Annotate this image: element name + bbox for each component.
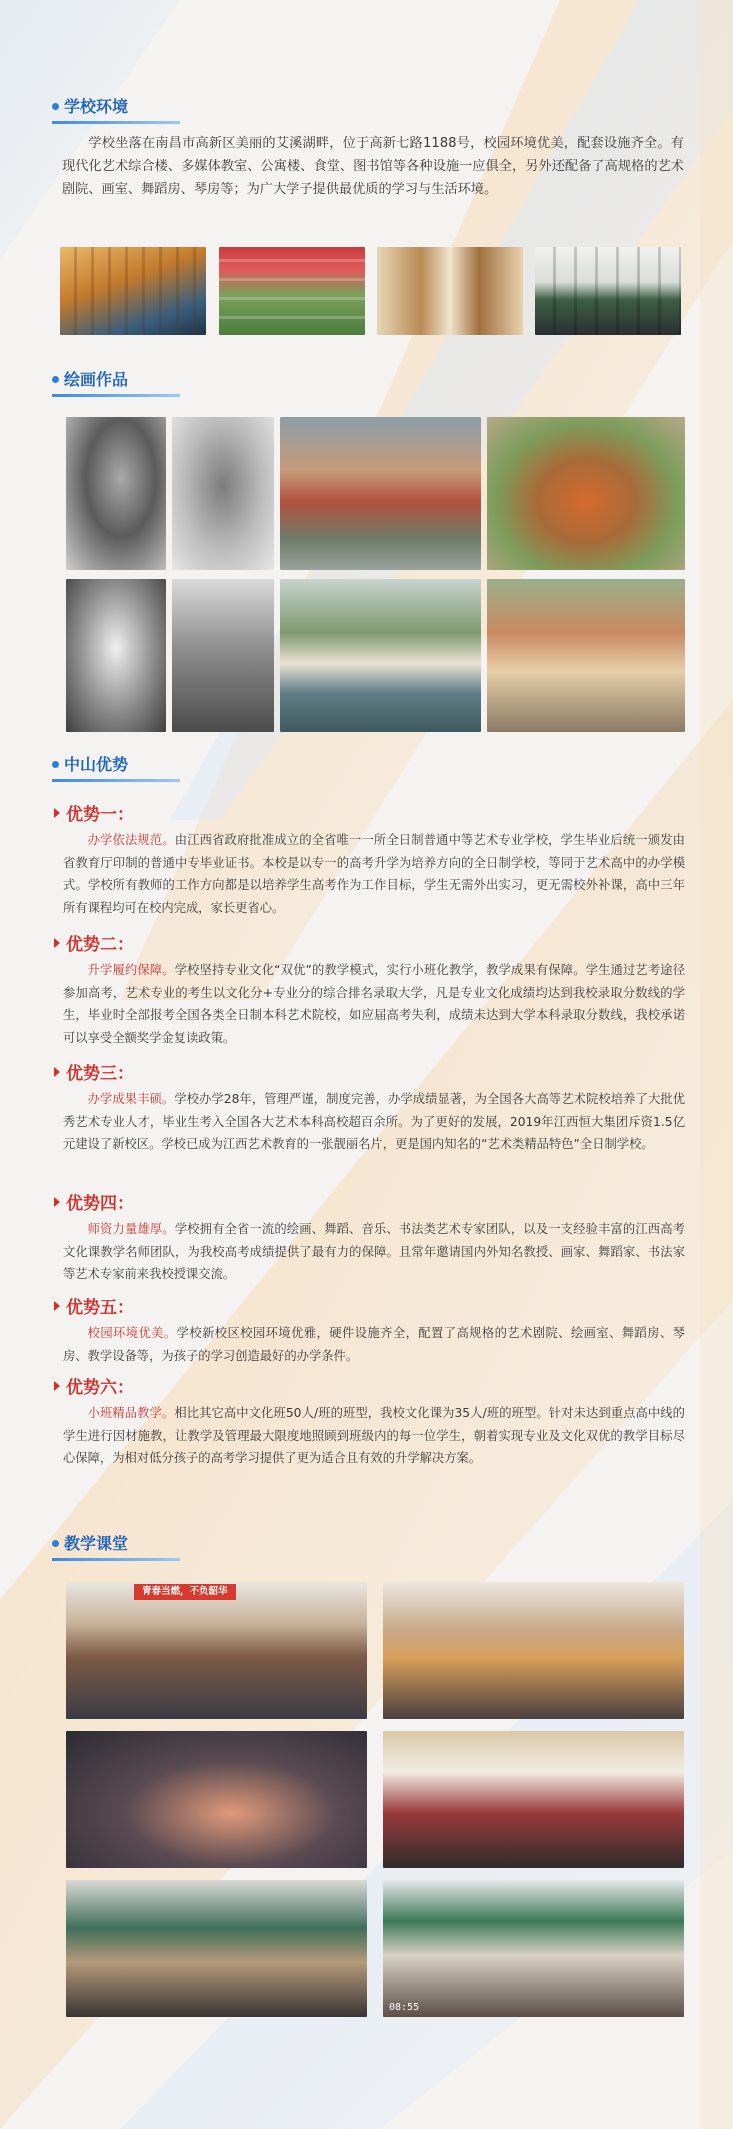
bullet-dot-icon	[52, 376, 59, 383]
advantage-highlight: 小班精品教学。	[87, 1406, 175, 1420]
section-title: 学校环境	[64, 97, 129, 116]
fruit-still-life-painting	[487, 417, 685, 570]
culture-class-photo	[383, 1880, 684, 2017]
student-group-photo	[66, 1731, 367, 1868]
advantage-highlight: 师资力量雄厚。	[87, 1222, 175, 1236]
classroom-banner: 青春当燃，不负韶华	[134, 1584, 236, 1600]
advantage-highlight: 校园环境优美。	[87, 1326, 177, 1340]
advantage-1-title: 优势一：	[54, 804, 134, 826]
heading-underline	[52, 779, 180, 782]
arrow-right-icon	[54, 1197, 60, 1207]
advantage-5-title: 优势五：	[54, 1297, 134, 1319]
bullet-dot-icon	[52, 1540, 59, 1547]
advantage-4-title: 优势四：	[54, 1193, 134, 1215]
old-street-painting	[487, 579, 685, 732]
arrow-right-icon	[54, 1381, 60, 1391]
section-title: 教学课堂	[64, 1534, 129, 1553]
section-title: 绘画作品	[64, 370, 129, 389]
advantage-3-title: 优势三：	[54, 1063, 134, 1085]
heading-underline	[52, 121, 180, 124]
photo-timestamp: 08:55	[389, 2002, 420, 2013]
advantage-highlight: 办学依法规范。	[87, 833, 175, 847]
bullet-dot-icon	[52, 761, 59, 768]
street-scene-painting	[280, 417, 481, 570]
bullet-dot-icon	[52, 103, 59, 110]
portrait-sketch-painting	[66, 417, 166, 570]
lecture-hall-photo	[383, 1731, 684, 1868]
art-class-photo-1	[66, 1582, 367, 1719]
advantage-6-title: 优势六：	[54, 1377, 134, 1399]
arrow-right-icon	[54, 808, 60, 818]
advantage-highlight: 办学成果丰硕。	[87, 1092, 175, 1106]
art-class-photo-2	[383, 1582, 684, 1719]
heading-underline	[52, 1558, 180, 1561]
figure-group-sketch-painting	[172, 579, 274, 732]
canteen-photo	[219, 247, 365, 335]
library-photo	[60, 247, 206, 335]
advantage-4-text: 师资力量雄厚。学校拥有全省一流的绘画、舞蹈、音乐、书法类艺术专家团队，以及一支经验丰富的江西高考文化课教学名师团队，为我校高考成绩提供了最有力的保障。且常年邀请国内外知名教授、画家、舞蹈家、书法家等艺术专家前来我校授课交流。	[63, 1222, 685, 1281]
painting-studio-photo	[66, 1880, 367, 2017]
advantage-6-text: 小班精品教学。相比其它高中文化班50人/班的班型，我校文化课为35人/班的班型。针对未达到重点高中线的学生进行因材施教，让教学及管理最大限度地照顾到班级内的每一位学生，朝着实现专业及文化双优的教学目标尽心保障，为相对低分孩子的高考学习提供了更为适合且有效的升学解决方案。	[63, 1406, 685, 1465]
arrow-right-icon	[54, 938, 60, 948]
dormitory-corridor-photo	[377, 247, 523, 335]
environment-paragraph: 学校坐落在南昌市高新区美丽的艾溪湖畔，位于高新七路1188号，校园环境优美，配套设施齐全。有现代化艺术综合楼、多媒体教室、公寓楼、食堂、图书馆等各种设施一应俱全，另外还配备了高规格的艺术剧院、画室、舞蹈房、琴房等；为广大学子提供最优质的学习与生活环境。	[62, 136, 684, 197]
section-title: 中山优势	[64, 755, 129, 774]
still-life-sketch-painting	[172, 417, 274, 570]
advantage-highlight: 升学履约保障。	[87, 963, 175, 977]
advantage-2-text: 升学履约保障。学校坚持专业文化“双优”的教学模式，实行小班化教学，教学成果有保障。学生通过艺考途径参加高考，艺术专业的考生以文化分+专业分的综合排名录取大学，凡是专业文化成绩均达到我校录取分数线的学生，毕业时全部报考全国各类全日制本科艺术院校，如应届高考失利，成绩未达到大学本科录取分数线，我校承诺可以享受全额奖学金复读政策。	[63, 963, 685, 1045]
classroom-photo	[535, 247, 681, 335]
canal-village-painting	[280, 579, 481, 732]
advantage-3-text: 办学成果丰硕。学校办学28年，管理严谨，制度完善，办学成绩显著，为全国各大高等艺术院校培养了大批优秀艺术专业人才，毕业生考入全国各大艺术本科高校超百余所。为了更好的发展，2019年江西恒大集团斥资1.5亿元建设了新校区。学校已成为江西艺术教育的一张靓丽名片，更是国内知名的“艺术类精品特色”全日制学校。	[63, 1092, 685, 1151]
advantage-1-text: 办学依法规范。由江西省政府批准成立的全省唯一一所全日制普通中等艺术专业学校，学生毕业后统一颁发由省教育厅印制的普通中专毕业证书。本校是以专一的高考升学为培养方向的全日制学校，等同于艺术高中的办学模式。学校所有教师的工作方向都是以培养学生高考作为工作目标，学生无需外出实习，更无需校外补课，高中三年所有课程均可在校内完成，家长更省心。	[63, 833, 685, 915]
goose-sketch-painting	[66, 579, 166, 732]
arrow-right-icon	[54, 1301, 60, 1311]
advantage-5-text: 校园环境优美。学校新校区校园环境优雅，硬件设施齐全，配置了高规格的艺术剧院、绘画室、舞蹈房、琴房、教学设备等，为孩子的学习创造最好的办学条件。	[63, 1326, 685, 1363]
arrow-right-icon	[54, 1067, 60, 1077]
advantage-2-title: 优势二：	[54, 934, 134, 956]
heading-underline	[52, 394, 180, 397]
